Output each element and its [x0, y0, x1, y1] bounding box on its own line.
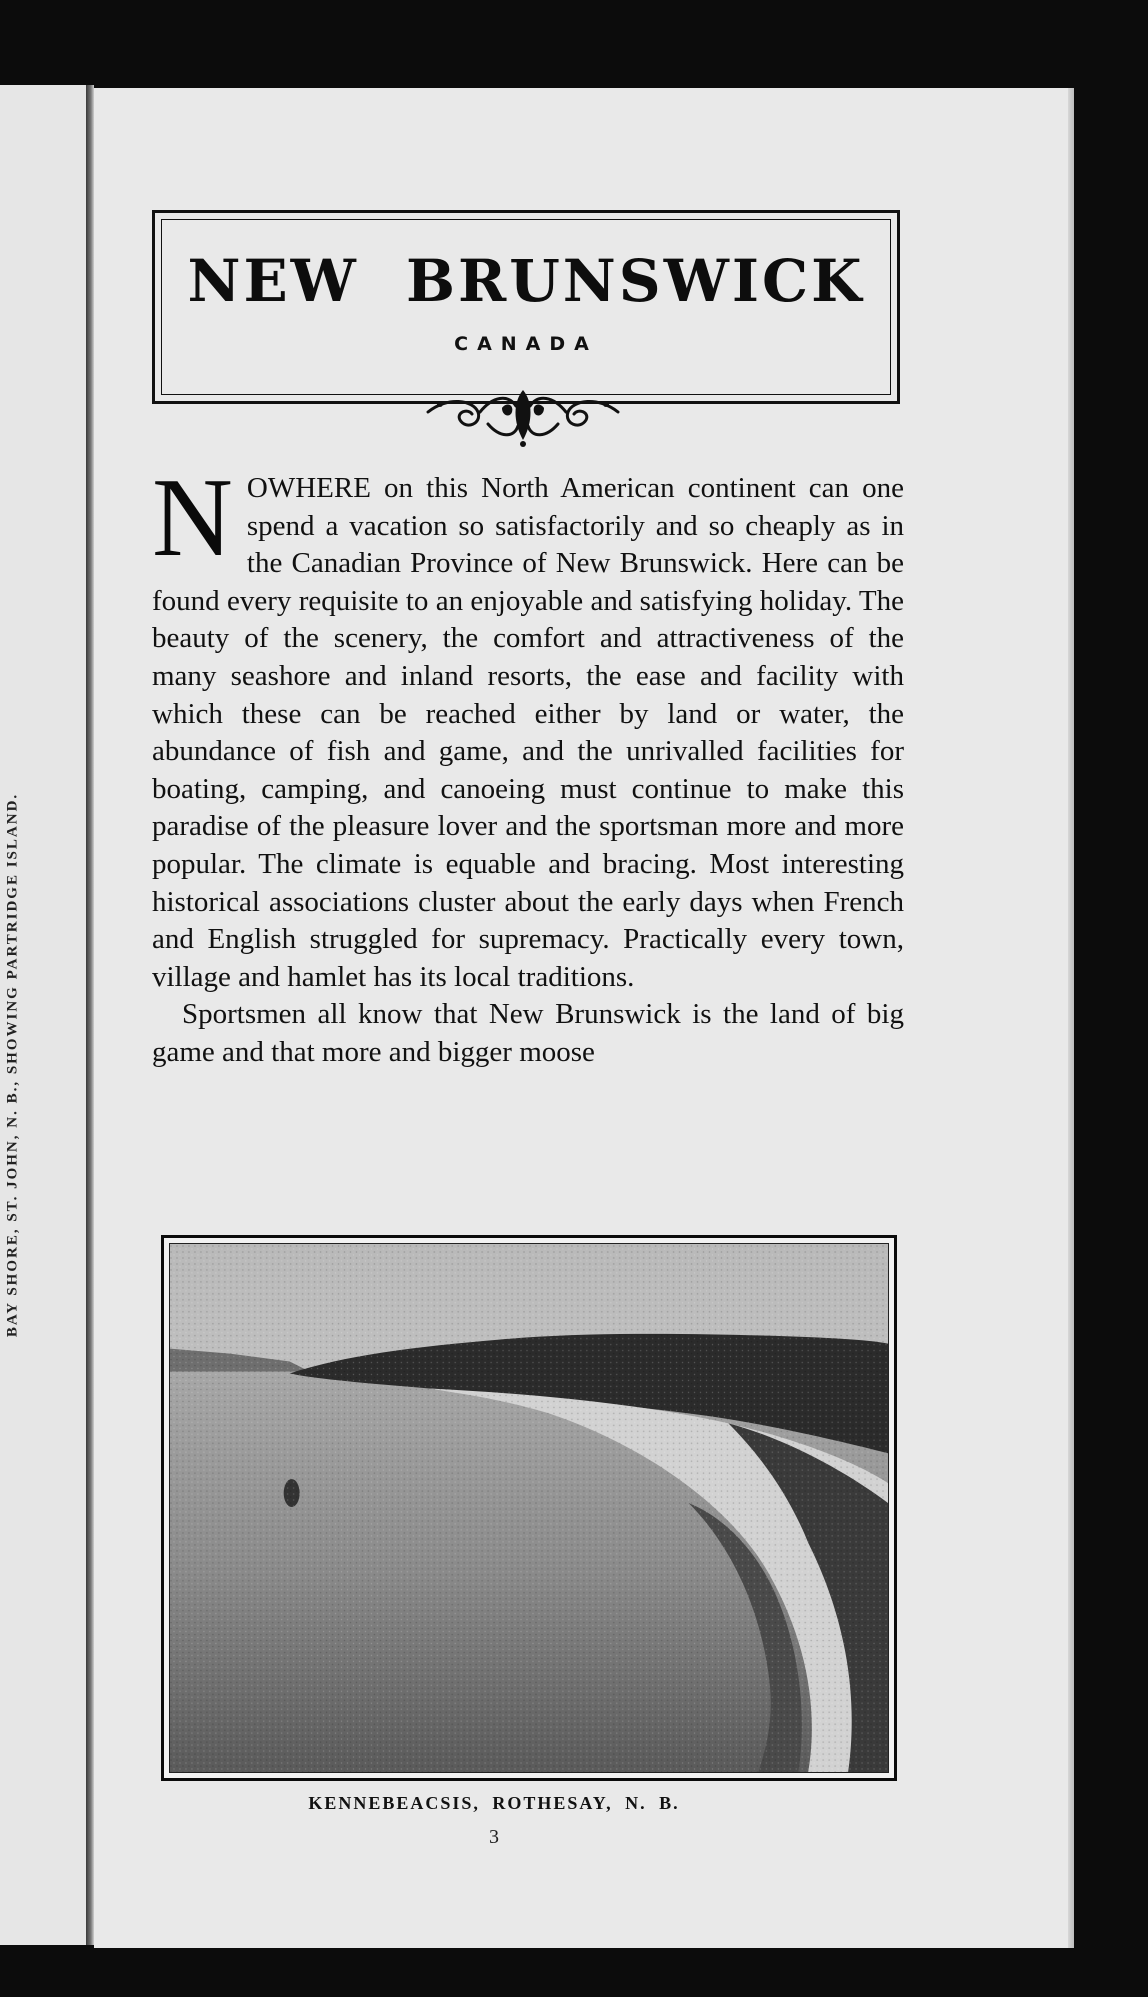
ornament-flourish-icon: [418, 382, 628, 448]
paragraph-2: Sportsmen all know that New Brunswick is the land of big game and that more and bigger moose: [152, 998, 904, 1068]
page-subtitle: CANADA: [454, 333, 598, 355]
title-box: [152, 210, 900, 404]
kennebeacsis-shore-photo: [169, 1243, 889, 1773]
photo-caption: KENNEBEACSIS, ROTHESAY, N. B.: [308, 1793, 680, 1813]
page-title: NEW BRUNSWICK: [187, 247, 865, 315]
facing-page-caption-text: BAY SHORE, ST. JOHN, N. B., SHOWING PARTRIDGE ISLAND.: [4, 792, 21, 1338]
book-spine: [86, 85, 94, 1945]
page-number: 3: [489, 1826, 499, 1848]
paragraph-1-text: OWHERE on this North American continent can one spend a vacation so satisfactorily and so cheaply as in the Canadian Province of New Brunswick. Here can be found every requisite to an enjoyable and satisfying holiday. The beauty of the scenery, the comfort and attractiveness of the many seashore and inland resorts, the ease and facility with which these can be reached either by land or water, the abundance of fish and game, and the unrivalled facilities for boating, camping, and canoeing must continue to make this paradise of the pleasure lover and the sportsman more and more popular. The climate is equable and bracing. Most interesting historical associations cluster about the early days when French and English struggled for supremacy. Practically every town, village and hamlet has its local traditions.: [152, 472, 904, 993]
book-page: [94, 88, 1074, 1948]
paragraph-1: [152, 456, 904, 996]
facing-page-caption: [4, 685, 22, 1445]
body-text: [152, 456, 904, 1072]
facing-page: [0, 85, 92, 1945]
drop-cap: N: [152, 456, 233, 580]
photo-frame: [161, 1235, 897, 1781]
